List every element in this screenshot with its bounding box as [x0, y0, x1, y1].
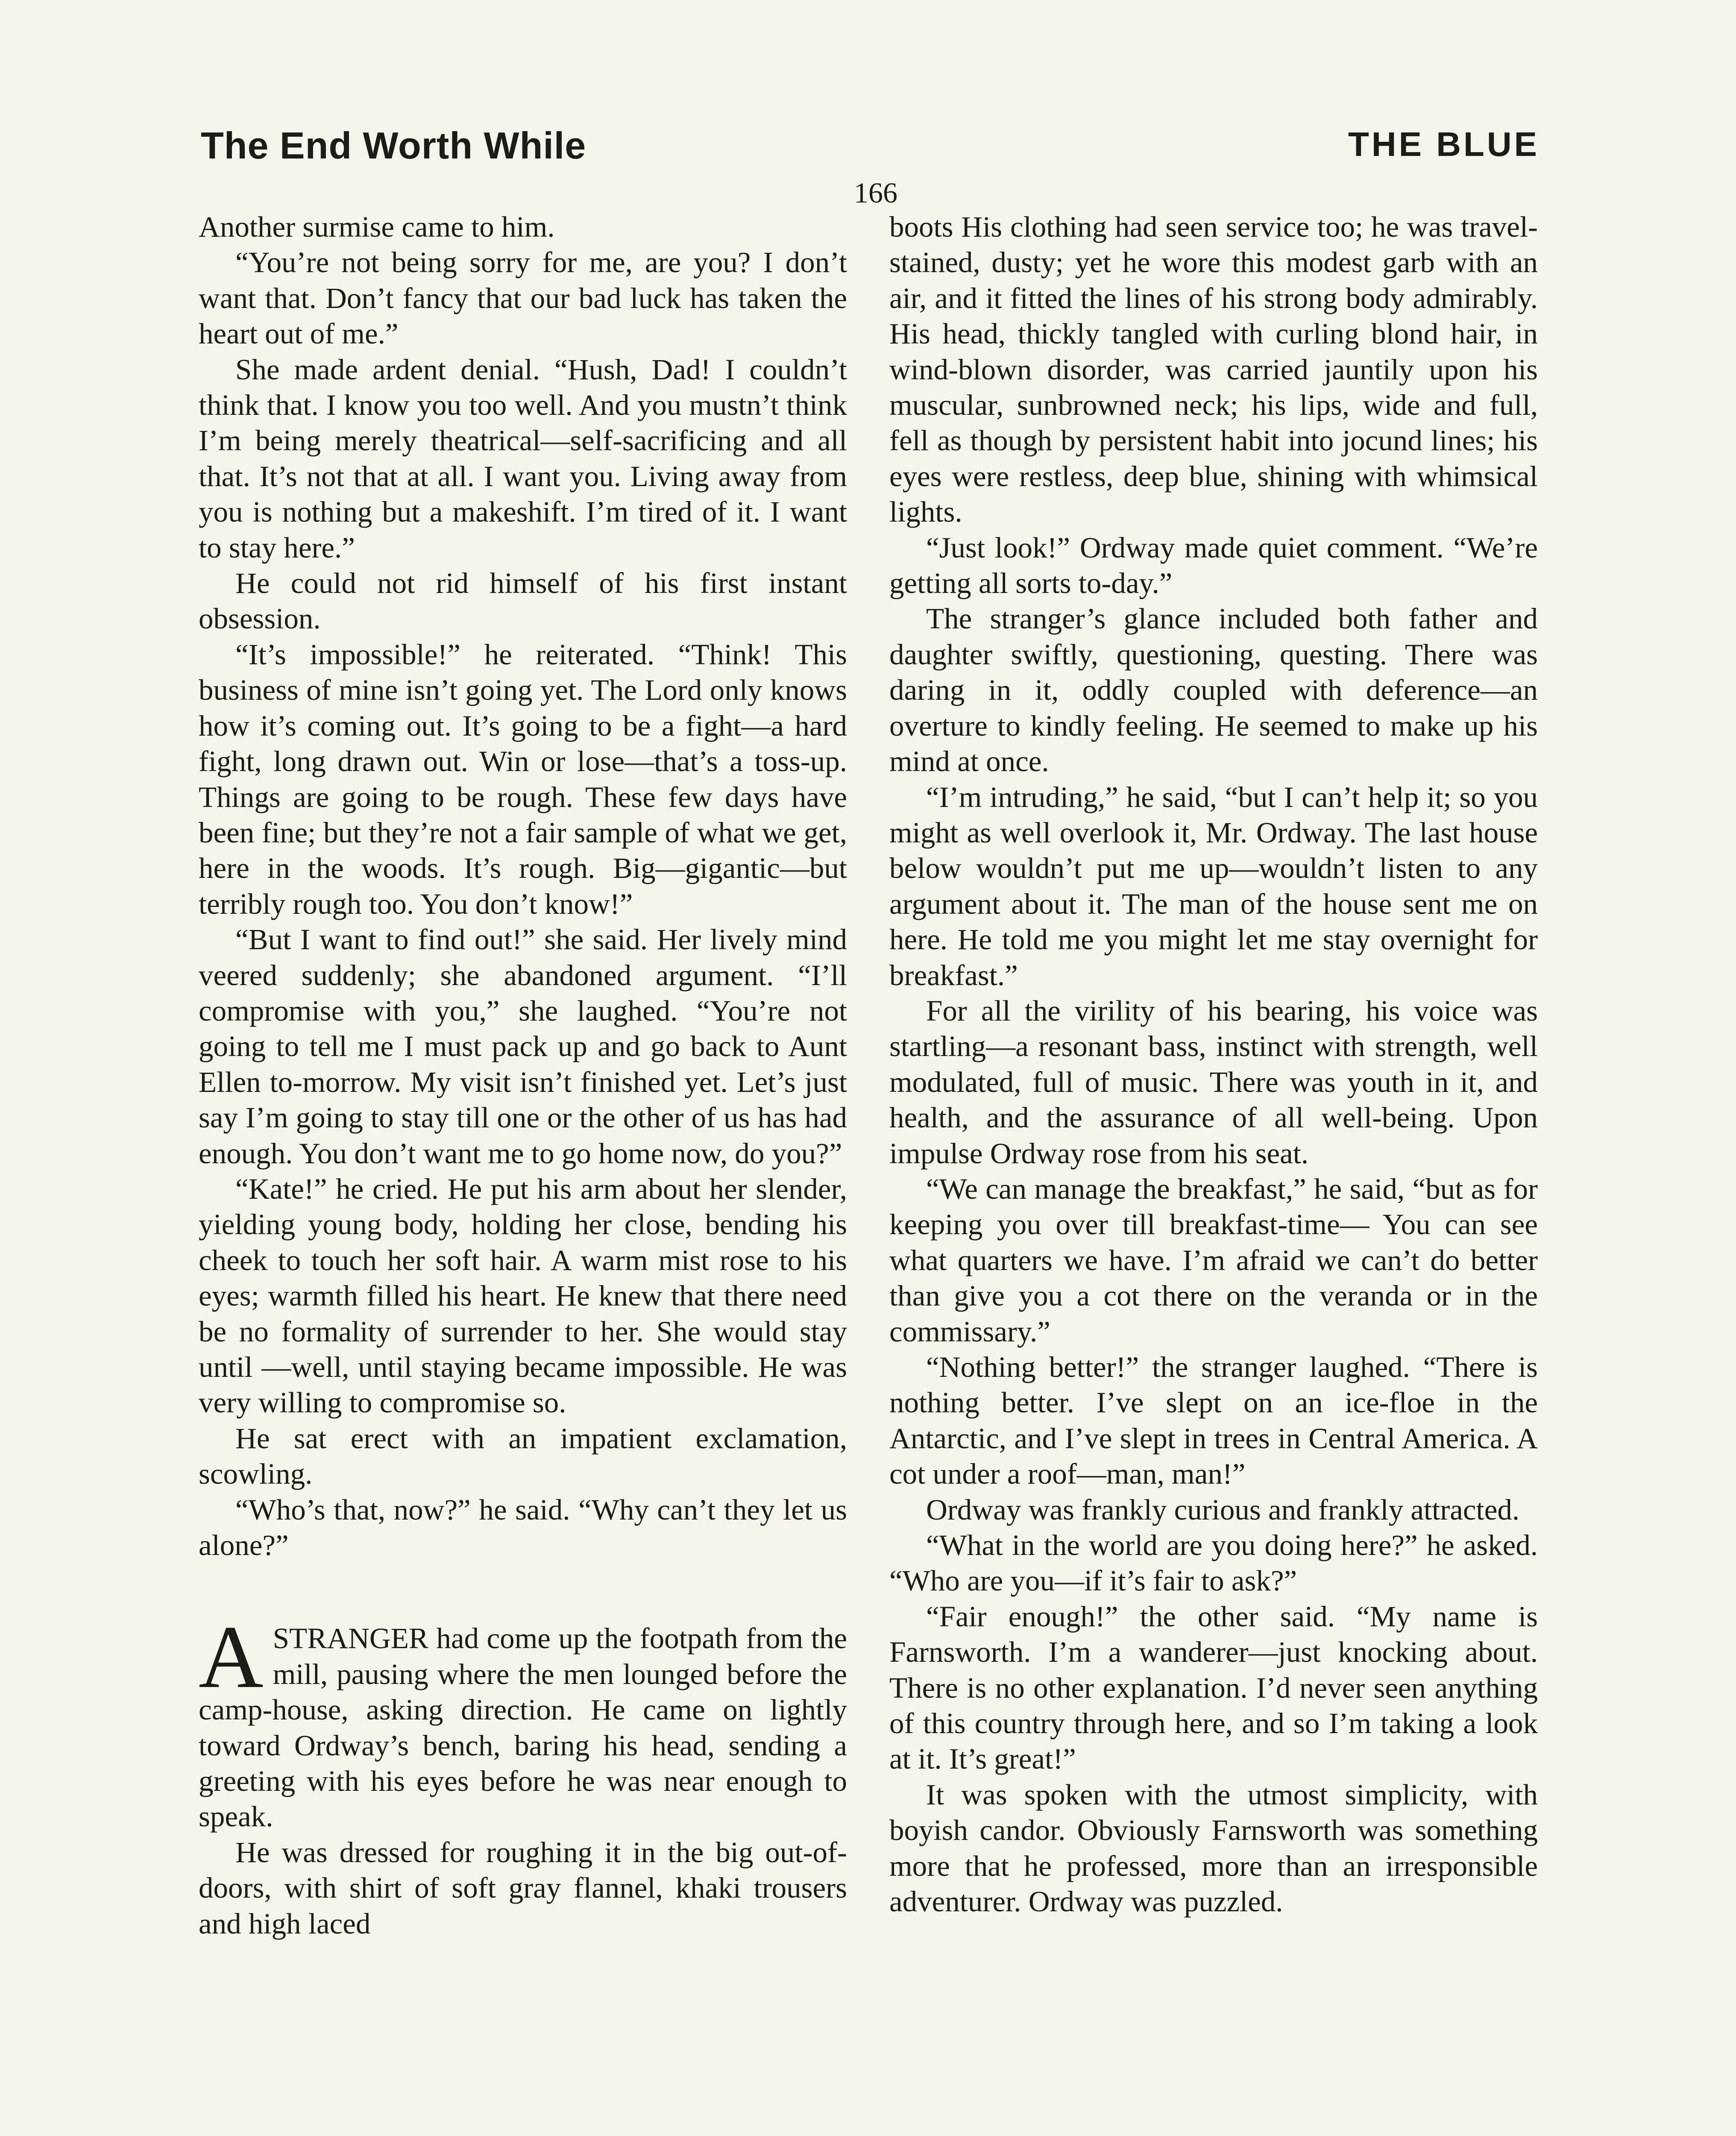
paragraph: “You’re not being sorry for me, are you? I don’t want that. Don’t fancy that our bad luck has taken the heart out of me.” — [199, 246, 847, 350]
paragraph: It was spoken with the utmost simplicity, with boyish candor. Obviously Farnsworth was something more that he professed, more than an irresponsible adventurer. Ordway was puzzled. — [889, 1778, 1538, 1918]
section-opening-text: had come up the footpath from the mill, pausing where the men lounged before the camp-house, asking direction. He came on lightly toward Ordway’s bench, baring his head, sending a greeting with his eyes before he was near enough to speak. — [199, 1622, 847, 1833]
paragraph: “Just look!” Ordway made quiet comment. “We’re getting all sorts to-day.” — [889, 531, 1538, 600]
paragraph: “We can manage the breakfast,” he said, “but as for keeping you over till breakfast-time— You can see what quarters we have. I’m afraid we can’t do better than give you a cot there on the veranda or in the commissary.” — [889, 1172, 1538, 1348]
right-column — [889, 209, 1538, 1920]
paragraph: He could not rid himself of his first instant obsession. — [199, 567, 847, 635]
drop-cap: A — [199, 1608, 264, 1707]
section-opening-paragraph — [199, 1608, 847, 1834]
paragraph: “Fair enough!” the other said. “My name is Farnsworth. I’m a wanderer—just knocking about. There is no other explanation. I’d never seen anything of this country through here, and so I’m taking a look at it. It’s great!” — [889, 1600, 1538, 1775]
paragraph: “What in the world are you doing here?” he asked. “Who are you—if it’s fair to ask?” — [889, 1529, 1538, 1597]
paragraph: For all the virility of his bearing, his voice was startling—a resonant bass, instinct with strength, well modulated, full of music. There was youth in it, and health, and the assurance of all well-being. Upon impulse Ordway rose from his seat. — [889, 994, 1538, 1170]
left-column — [199, 209, 847, 1942]
magazine-title: THE BLUE — [1348, 125, 1540, 163]
paragraph: She made ardent denial. “Hush, Dad! I couldn’t think that. I know you too well. And you mustn’t think I’m being merely theatrical—self-sacrificing and all that. It’s not that at all. I want you. Living away from you is nothing but a makeshift. I’m tired of it. I want to stay here.” — [199, 353, 847, 564]
page-number: 166 — [854, 176, 897, 209]
story-title: The End Worth While — [201, 124, 586, 167]
paragraph: boots His clothing had seen service too; he was travel-stained, dusty; yet he wore this modest garb with an air, and it fitted the lines of his strong body admirably. His head, thickly tangled with curling blond hair, in wind-blown disorder, was carried jauntily upon his muscular, sunbrowned neck; his lips, wide and full, fell as though by persistent habit into jocund lines; his eyes were restless, deep blue, shining with whimsical lights. — [889, 211, 1538, 528]
small-caps-lead: STRANGER — [273, 1622, 428, 1655]
paragraph: Ordway was frankly curious and frankly attracted. — [926, 1493, 1520, 1526]
paragraph: He was dressed for roughing it in the big out-of-doors, with shirt of soft gray flannel, khaki trousers and high laced — [199, 1836, 847, 1940]
paragraph: “Nothing better!” the stranger laughed. “There is nothing better. I’ve slept on an ice-floe in the Antarctic, and I’ve slept in trees in Central America. A cot under a roof—man, man!” — [889, 1351, 1538, 1491]
paragraph: The stranger’s glance included both father and daughter swiftly, questioning, questing. There was daring in it, oddly coupled with deference—an overture to kindly feeling. He seemed to make up his mind at once. — [889, 602, 1538, 778]
paragraph: “I’m intruding,” he said, “but I can’t help it; so you might as well overlook it, Mr. Ordway. The last house below wouldn’t put me up—wouldn’t listen to any argument about it. The man of the house sent me on here. He told me you might let me stay overnight for breakfast.” — [889, 780, 1538, 992]
paragraph: “But I want to find out!” she said. Her lively mind veered suddenly; she abandoned argument. “I’ll compromise with you,” she laughed. “You’re not going to tell me I must pack up and go back to Aunt Ellen to-morrow. My visit isn’t finished yet. Let’s just say I’m going to stay till one or the other of us has had enough. You don’t want me to go home now, do you?” — [199, 923, 847, 1170]
paragraph: “Kate!” he cried. He put his arm about her slender, yielding young body, holding her close, bending his cheek to touch her soft hair. A warm mist rose to his eyes; warmth filled his heart. He knew that there need be no formality of surrender to her. She would stay until —well, until staying became impossible. He was very willing to compromise so. — [199, 1172, 847, 1419]
paragraph: “It’s impossible!” he reiterated. “Think! This business of mine isn’t going yet. The Lord only knows how it’s coming out. It’s going to be a fight—a hard fight, long drawn out. Win or lose—that’s a toss-up. Things are going to be rough. These few days have been fine; but they’re not a fair sample of what we get, here in the woods. It’s rough. Big—gigantic—but terribly rough too. You don’t know!” — [199, 638, 847, 920]
paragraph: “Who’s that, now?” he said. “Why can’t they let us alone?” — [199, 1493, 847, 1562]
paragraph: He sat erect with an impatient exclamation, scowling. — [199, 1422, 847, 1491]
section-break — [199, 1563, 847, 1621]
paragraph: Another surmise came to him. — [199, 211, 555, 243]
